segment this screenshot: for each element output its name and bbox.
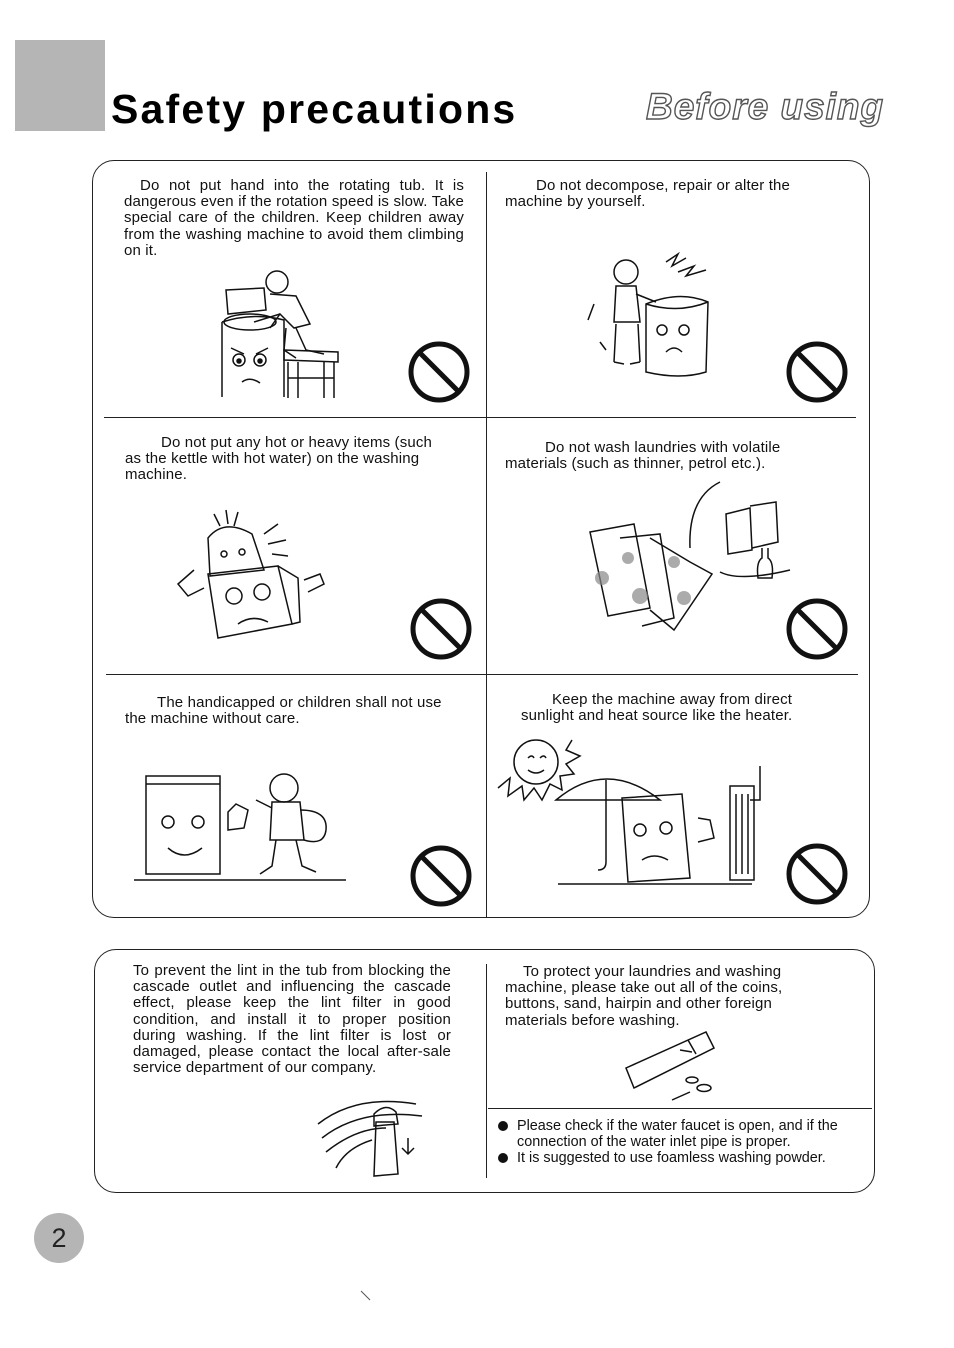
tip-text: Please check if the water faucet is open, and if the connection of the water inlet pipe is proper. xyxy=(517,1118,838,1151)
precaution-text-6: Keep the machine away from direct sunlight and heat source like the heater. xyxy=(521,691,793,725)
bullet-icon xyxy=(498,1121,508,1131)
precaution-text-2: Do not decompose, repair or alter the machine by yourself. xyxy=(505,177,791,211)
precaution-text-4: Do not wash laundries with volatile materials (such as thinner, petrol etc.). xyxy=(505,439,781,473)
tip-item xyxy=(498,1118,868,1150)
sun-umbrella-heater-illustration xyxy=(494,738,770,888)
kettle-on-washer-illustration xyxy=(168,504,330,644)
precaution-text-5: The handicapped or children shall not use the machine without care. xyxy=(125,694,442,728)
tip-item xyxy=(498,1150,868,1166)
stray-mark xyxy=(360,1290,372,1302)
prohibition-icon xyxy=(407,340,471,404)
notes-divider-horizontal xyxy=(488,1108,872,1109)
section-title: Before using xyxy=(646,86,885,127)
tips-list xyxy=(498,1118,868,1167)
foreign-objects-note: To protect your laundries and washing machine, please take out all of the coins, buttons, sand, hairpin and other foreign materials before washing. xyxy=(505,963,783,1029)
page-number-text: 2 xyxy=(51,1222,67,1253)
panel-divider-row1 xyxy=(104,417,856,418)
stained-clothes-and-solvents-illustration xyxy=(580,478,800,648)
child-and-washer-illustration xyxy=(132,770,348,886)
panel-divider-vertical xyxy=(486,172,487,917)
page-title: Safety precautions xyxy=(111,86,518,132)
header-gray-block xyxy=(15,40,105,131)
tip-text: It is suggested to use foamless washing powder. xyxy=(517,1150,826,1167)
child-climbing-washer-illustration xyxy=(214,262,344,402)
emptying-pockets-illustration xyxy=(620,1028,720,1104)
prohibition-icon xyxy=(785,340,849,404)
notes-divider-vertical xyxy=(486,964,487,1178)
prohibition-icon xyxy=(785,842,849,906)
lint-filter-removal-illustration xyxy=(316,1094,436,1184)
man-repairing-washer-illustration xyxy=(580,244,720,384)
prohibition-icon xyxy=(409,597,473,661)
page-number xyxy=(34,1213,84,1263)
precaution-text-3: Do not put any hot or heavy items (such as the kettle with hot water) on the washing machine. xyxy=(125,434,432,484)
precaution-text-1: Do not put hand into the rotating tub. It is dangerous even if the rotation speed is slow. Take special care of the children. Keep children away from the washing machine to avoid them climbing on it. xyxy=(124,177,464,259)
bullet-icon xyxy=(498,1153,508,1163)
lint-filter-note: To prevent the lint in the tub from blocking the cascade outlet and influencing the cascade effect, please keep the lint filter in good condition, and install it to proper position during washing. If the lint filter is lost or damaged, please contact the local after-sale service department of our company. xyxy=(133,962,451,1077)
prohibition-icon xyxy=(785,597,849,661)
panel-divider-row2 xyxy=(106,674,858,675)
prohibition-icon xyxy=(409,844,473,908)
